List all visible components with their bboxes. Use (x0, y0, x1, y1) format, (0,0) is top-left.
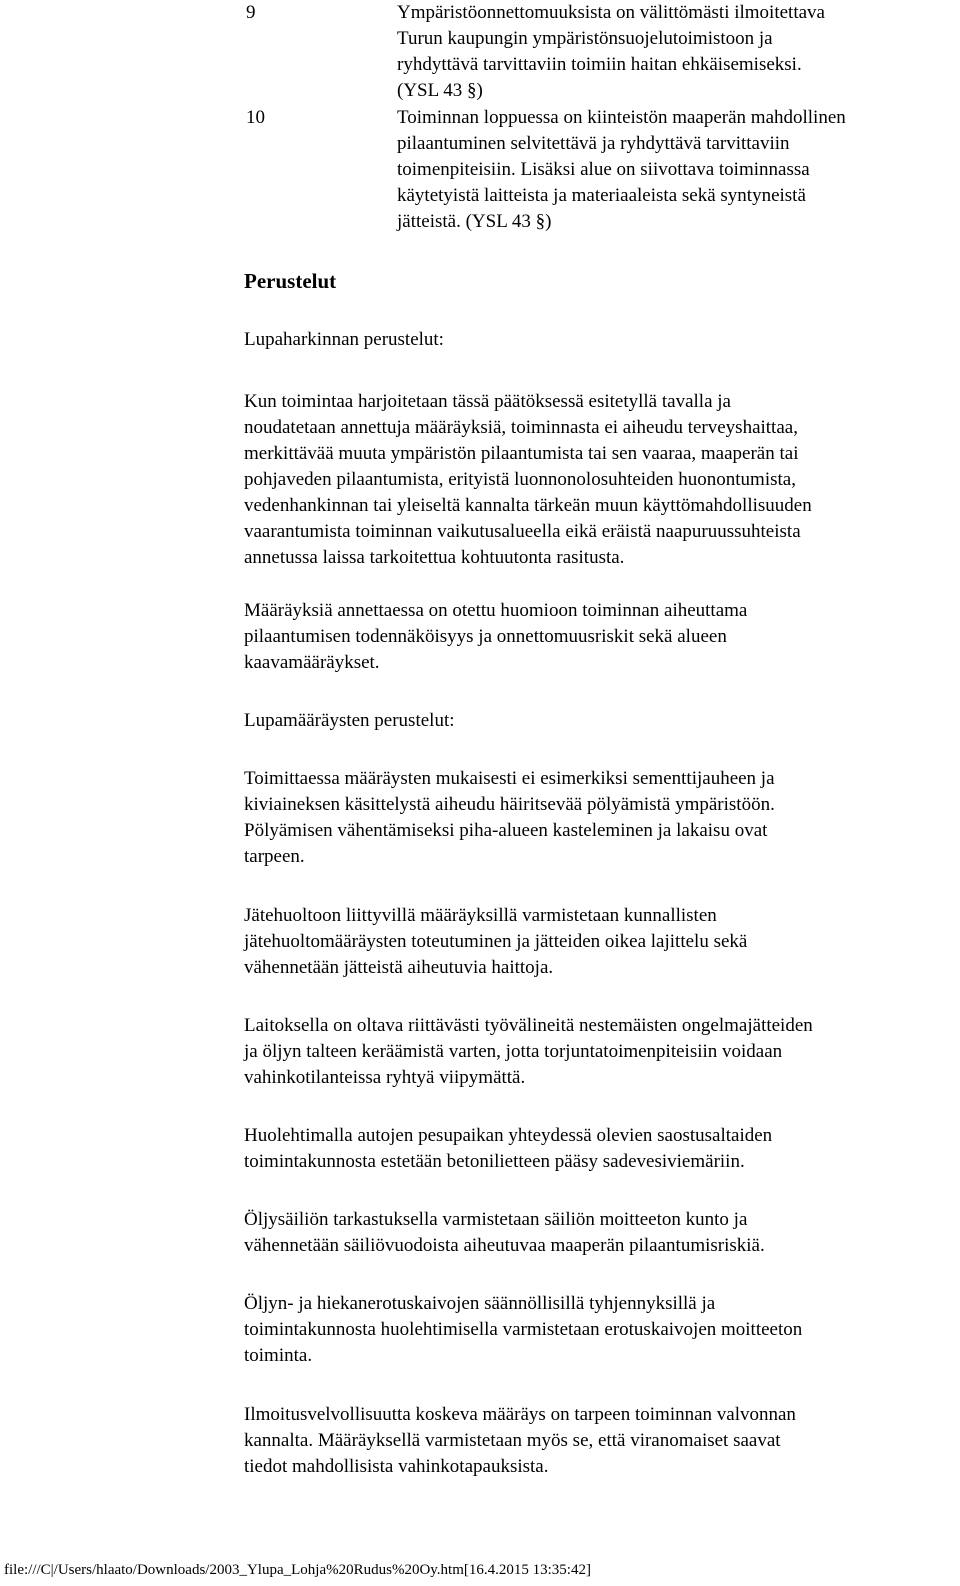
paragraph: Jätehuoltoon liittyvillä määräyksillä varmistetaan kunnallisten jätehuoltomääräysten toteutuminen ja jätteiden oikea lajittelu sekä vähennetään jätteistä aiheutuvia haittoja. (244, 905, 748, 978)
paragraph: Öljysäiliön tarkastuksella varmistetaan säiliön moitteeton kunto ja vähennetään säiliövuodoista aiheutuvaa maaperän pilaantumisriskiä. (244, 1209, 765, 1256)
regulation-grounds-subheading: Lupamääräysten perustelut: (244, 710, 455, 731)
file-path-footer: file:///C|/Users/hlaato/Downloads/2003_Ylupa_Lohja%20Rudus%20Oy.htm[16.4.2015 13:35:42] (4, 1562, 591, 1578)
paragraph: Ilmoitusvelvollisuutta koskeva määräys on tarpeen toiminnan valvonnan kannalta. Määräyksellä varmistetaan myös se, että viranomaiset saavat tiedot mahdollisista vahinkotapauksista. (244, 1404, 796, 1477)
permit-grounds-subheading: Lupaharkinnan perustelut: (244, 329, 444, 350)
item-text: Ympäristöonnettomuuksista on välittömästi ilmoitettava Turun kaupungin ympäristönsuojelutoimistoon ja ryhdyttävä tarvittaviin toimiin haitan ehkäisemiseksi. (YSL 43 §) (397, 2, 825, 101)
paragraph: Määräyksiä annettaessa on otettu huomioon toiminnan aiheuttama pilaantumisen todennäköisyys ja onnettomuusriskit sekä alueen kaavamääräykset. (244, 600, 748, 673)
paragraph: Laitoksella on oltava riittävästi työvälineitä nestemäisten ongelmajätteiden ja öljyn talteen keräämistä varten, jotta torjuntatoimenpiteisiin voidaan vahinkotilanteissa ryhtyä viipymättä. (244, 1015, 813, 1088)
paragraph: Toimittaessa määräysten mukaisesti ei esimerkiksi sementtijauheen ja kiviaineksen käsittelystä aiheudu häiritsevää pölyämistä ympäristöön. Pölyämisen vähentämiseksi piha-alueen kasteleminen ja lakaisu ovat tarpeen. (244, 768, 775, 867)
paragraph: Huolehtimalla autojen pesupaikan yhteydessä olevien saostusaltaiden toimintakunnosta estetään betonilietteen pääsy sadevesiviemäriin. (244, 1125, 773, 1172)
item-text: Toiminnan loppuessa on kiinteistön maaperän mahdollinen pilaantuminen selvitettävä ja ryhdyttävä tarvittaviin toimenpiteisiin. Lisäksi alue on siivottava toiminnassa käytetyistä laitteista ja materiaaleista sekä syntyneistä jätteistä. (YSL 43 §) (397, 107, 846, 232)
item-number: 10 (246, 107, 265, 128)
item-number: 9 (246, 2, 256, 23)
section-heading: Perustelut (244, 269, 337, 293)
paragraph: Öljyn- ja hiekanerotuskaivojen säännöllisillä tyhjennyksillä ja toimintakunnosta huolehtimisella varmistetaan erotuskaivojen moitteeton toiminta. (244, 1293, 803, 1366)
paragraph: Kun toimintaa harjoitetaan tässä päätöksessä esitetyllä tavalla ja noudatetaan annettuja määräyksiä, toiminnasta ei aiheudu terveyshaittaa, merkittävää muuta ympäristön pilaantumista tai sen vaaraa, maaperän tai pohjaveden pilaantumista, erityistä luonnonolosuhteiden huonontumista, vedenhankinnan tai yleiseltä kannalta tärkeän muun käyttömahdollisuuden vaarantumista toiminnan vaikutusalueella eikä eräistä naapuruussuhteista annetussa laissa tarkoitettua kohtuutonta rasitusta. (244, 391, 812, 568)
